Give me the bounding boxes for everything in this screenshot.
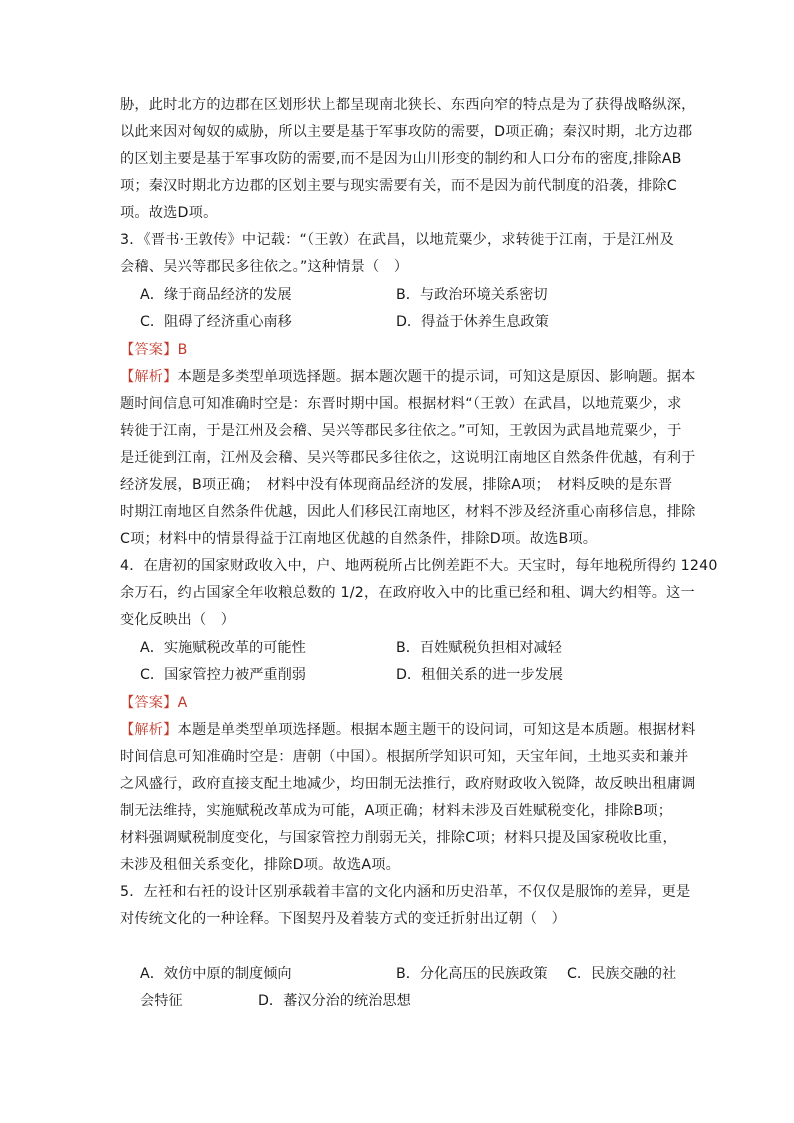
q5-option-d: D．蕃汉分治的统治思想	[258, 993, 411, 1009]
intro-line: 项；秦汉时期北方边郡的区划主要与现实需要有关，而不是因为前代制度的沿袭，排除C	[120, 178, 677, 194]
q4-option-b: B．百姓赋税负担相对减轻	[396, 640, 562, 656]
intro-line: 以此来因对匈奴的威胁，所以主要是基于军事攻防的需要，D项正确；秦汉时期，北方边郡	[120, 124, 693, 140]
q3-analysis-line: 时期江南地区自然条件优越，因此人们移民江南地区，材料不涉及经济重心南移信息，排除	[120, 504, 696, 520]
q4-analysis-line: 制无法维持，实施赋税改革成为可能，A项正确；材料未涉及百姓赋税变化，排除B项；	[120, 803, 673, 819]
q4-analysis-line: 时间信息可知准确时空是：唐朝（中国）。根据所学知识可知，天宝年间，土地买卖和兼并	[120, 749, 689, 765]
q3-analysis-line	[120, 367, 696, 387]
analysis-text: 本题是单类型单项选择题。根据本题主题干的设问词，可知这是本质题。根据材料	[177, 722, 696, 738]
q4-answer	[120, 693, 682, 713]
q3-option-a: A．缘于商品经济的发展	[140, 287, 292, 303]
q5-stem-line: 5．左衽和右衽的设计区别承载着丰富的文化内涵和历史沿革，不仅仅是服饰的差异，更是	[120, 884, 691, 900]
analysis-label: 【解析】	[120, 369, 178, 385]
q4-option-a: A．实施赋税改革的可能性	[140, 640, 306, 656]
q3-option-d: D．得益于休养生息政策	[396, 314, 549, 330]
q3-answer	[120, 340, 682, 360]
q3-stem-line: 3．《晋书·王敦传》中记载：“（王敦）在武昌，以地荒粟少，求转徙于江南，于是江州及	[120, 232, 675, 248]
q3-stem-line: 会稽、吴兴等郡民多往依之。”这种情景（ ）	[120, 259, 409, 275]
q3-analysis-line: 题时间信息可知准确时空是：东晋时期中国。根据材料“（王敦）在武昌，以地荒粟少，求	[120, 396, 682, 412]
intro-line: 项。故选D项。	[120, 205, 218, 221]
q5-option-a: A．效仿中原的制度倾向	[140, 966, 292, 982]
answer-value: A	[177, 695, 188, 711]
q4-analysis-line: 材料强调赋税制度变化，与国家管控力削弱无关，排除C项；材料只提及国家税收比重，	[120, 830, 677, 846]
q4-analysis-line: 之风盛行，政府直接支配土地减少，均田制无法推行，政府财政收入锐降，故反映出租庸调	[120, 776, 696, 792]
analysis-label: 【解析】	[120, 722, 178, 738]
q5-option-c: C．民族交融的社	[567, 966, 677, 982]
q3-analysis-line: 转徙于江南，于是江州及会稽、吴兴等郡民多往依之。”可知，王敦因为武昌地荒粟少，于	[120, 423, 682, 439]
q5-stem-line: 对传统文化的一种诠释。下图契丹及着装方式的变迁折射出辽朝（ ）	[120, 911, 567, 927]
q4-stem-line: 余万石，约占国家全年收粮总数的 1/2，在政府收入中的比重已经和租、调大约相等。这一	[120, 585, 695, 601]
answer-label: 【答案】	[120, 695, 178, 711]
q4-option-c: C．国家管控力被严重削弱	[140, 667, 306, 683]
analysis-text: 本题是多类型单项选择题。据本题次题干的提示词，可知这是原因、影响题。据本	[177, 369, 696, 385]
answer-label: 【答案】	[120, 342, 178, 358]
q5-option-b: B．分化高压的民族政策	[396, 966, 548, 982]
q4-analysis-line: 未涉及租佃关系变化，排除D项。故选A项。	[120, 857, 401, 873]
q3-analysis-line: 经济发展，B项正确； 材料中没有体现商品经济的发展，排除A项； 材料反映的是东晋	[120, 477, 673, 493]
intro-line: 的区划主要是基于军事攻防的需要,而不是因为山川形变的制约和人口分布的密度,排除AB	[120, 151, 682, 167]
q4-option-d: D．租佃关系的进一步发展	[396, 667, 563, 683]
intro-line: 胁，此时北方的边郡在区划形状上都呈现南北狭长、东西向窄的特点是为了获得战略纵深，	[120, 97, 696, 113]
q3-analysis-line: 是迁徙到江南，江州及会稽、吴兴等郡民多往依之，这说明江南地区自然条件优越，有利于	[120, 450, 696, 466]
q4-analysis-line	[120, 720, 696, 740]
q5-option-c-cont: 会特征	[140, 993, 183, 1009]
q3-option-c: C．阻碍了经济重心南移	[140, 314, 292, 330]
q3-analysis-line: C项；材料中的情景得益于江南地区优越的自然条件，排除D项。故选B项。	[120, 531, 598, 547]
answer-value: B	[177, 342, 188, 358]
q4-stem-line: 4．在唐初的国家财政收入中，户、地两税所占比例差距不大。天宝时，每年地税所得约 1240	[120, 558, 718, 574]
q4-stem-line: 变化反映出（ ）	[120, 612, 236, 628]
q3-option-b: B．与政治环境关系密切	[396, 287, 548, 303]
